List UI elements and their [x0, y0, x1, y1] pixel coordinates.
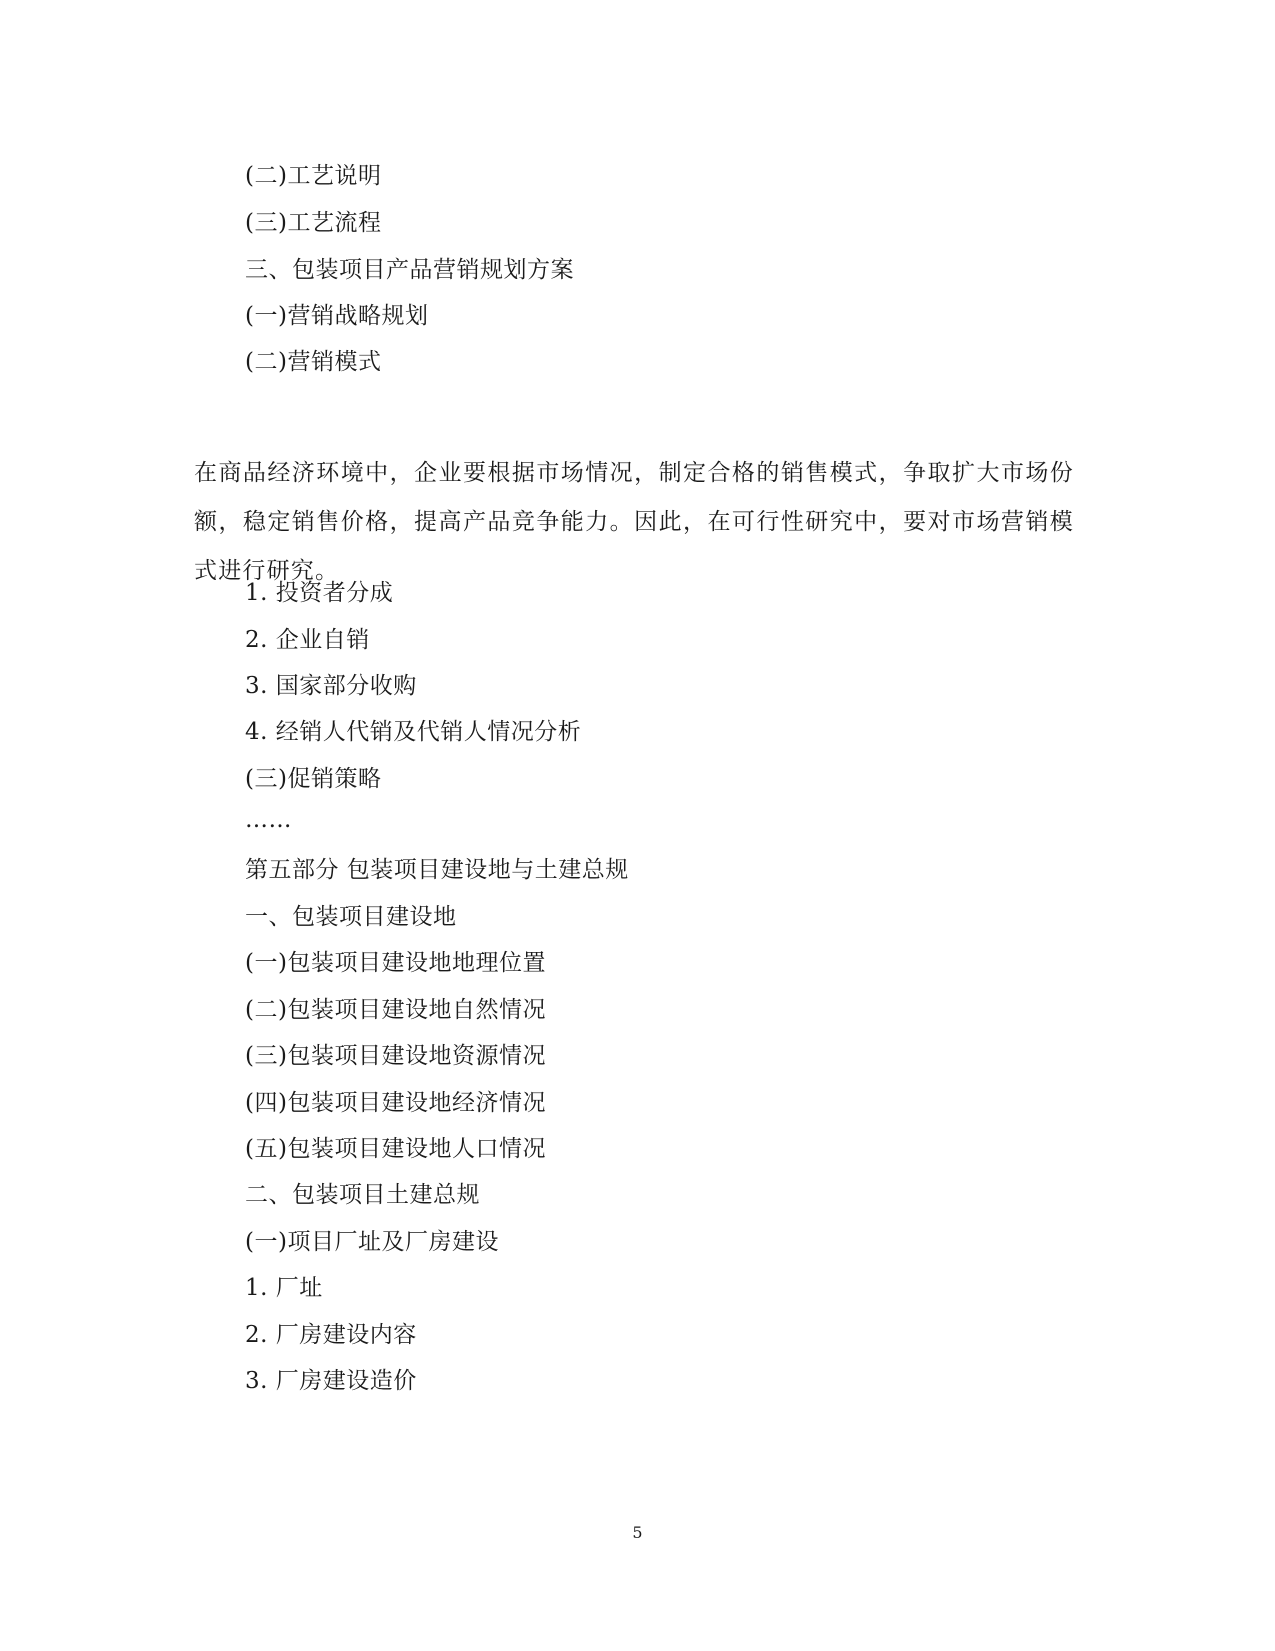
list-item: 2. 企业自销	[245, 627, 370, 653]
subsection-heading: (一)营销战略规划	[245, 303, 429, 329]
subsection-heading: (二)包装项目建设地自然情况	[245, 997, 546, 1023]
list-item: 2. 厂房建设内容	[245, 1322, 417, 1348]
subsection-heading: (五)包装项目建设地人口情况	[245, 1136, 546, 1162]
subsection-heading: (三)促销策略	[245, 766, 382, 792]
ellipsis: ……	[245, 807, 292, 833]
list-item: 3. 厂房建设造价	[245, 1368, 417, 1394]
list-item: 4. 经销人代销及代销人情况分析	[245, 719, 582, 745]
part-heading: 第五部分 包装项目建设地与土建总规	[245, 857, 629, 883]
list-item: 3. 国家部分收购	[245, 673, 417, 699]
list-item: 1. 厂址	[245, 1275, 323, 1301]
section-heading: 一、包装项目建设地	[245, 904, 457, 930]
subsection-heading: (一)项目厂址及厂房建设	[245, 1229, 499, 1255]
section-heading: 三、包装项目产品营销规划方案	[245, 257, 574, 283]
page-number: 5	[632, 1523, 643, 1542]
body-paragraph: 在商品经济环境中，企业要根据市场情况，制定合格的销售模式，争取扩大市场份额，稳定销售价格，提高产品竞争能力。因此，在可行性研究中，要对市场营销模式进行研究。	[194, 460, 1074, 584]
subsection-heading: (一)包装项目建设地地理位置	[245, 950, 546, 976]
subsection-heading: (三)工艺流程	[245, 210, 382, 236]
subsection-heading: (二)营销模式	[245, 349, 382, 375]
subsection-heading: (二)工艺说明	[245, 163, 382, 189]
subsection-heading: (四)包装项目建设地经济情况	[245, 1090, 546, 1116]
section-heading: 二、包装项目土建总规	[245, 1182, 480, 1208]
subsection-heading: (三)包装项目建设地资源情况	[245, 1043, 546, 1069]
list-item: 1. 投资者分成	[245, 580, 394, 606]
